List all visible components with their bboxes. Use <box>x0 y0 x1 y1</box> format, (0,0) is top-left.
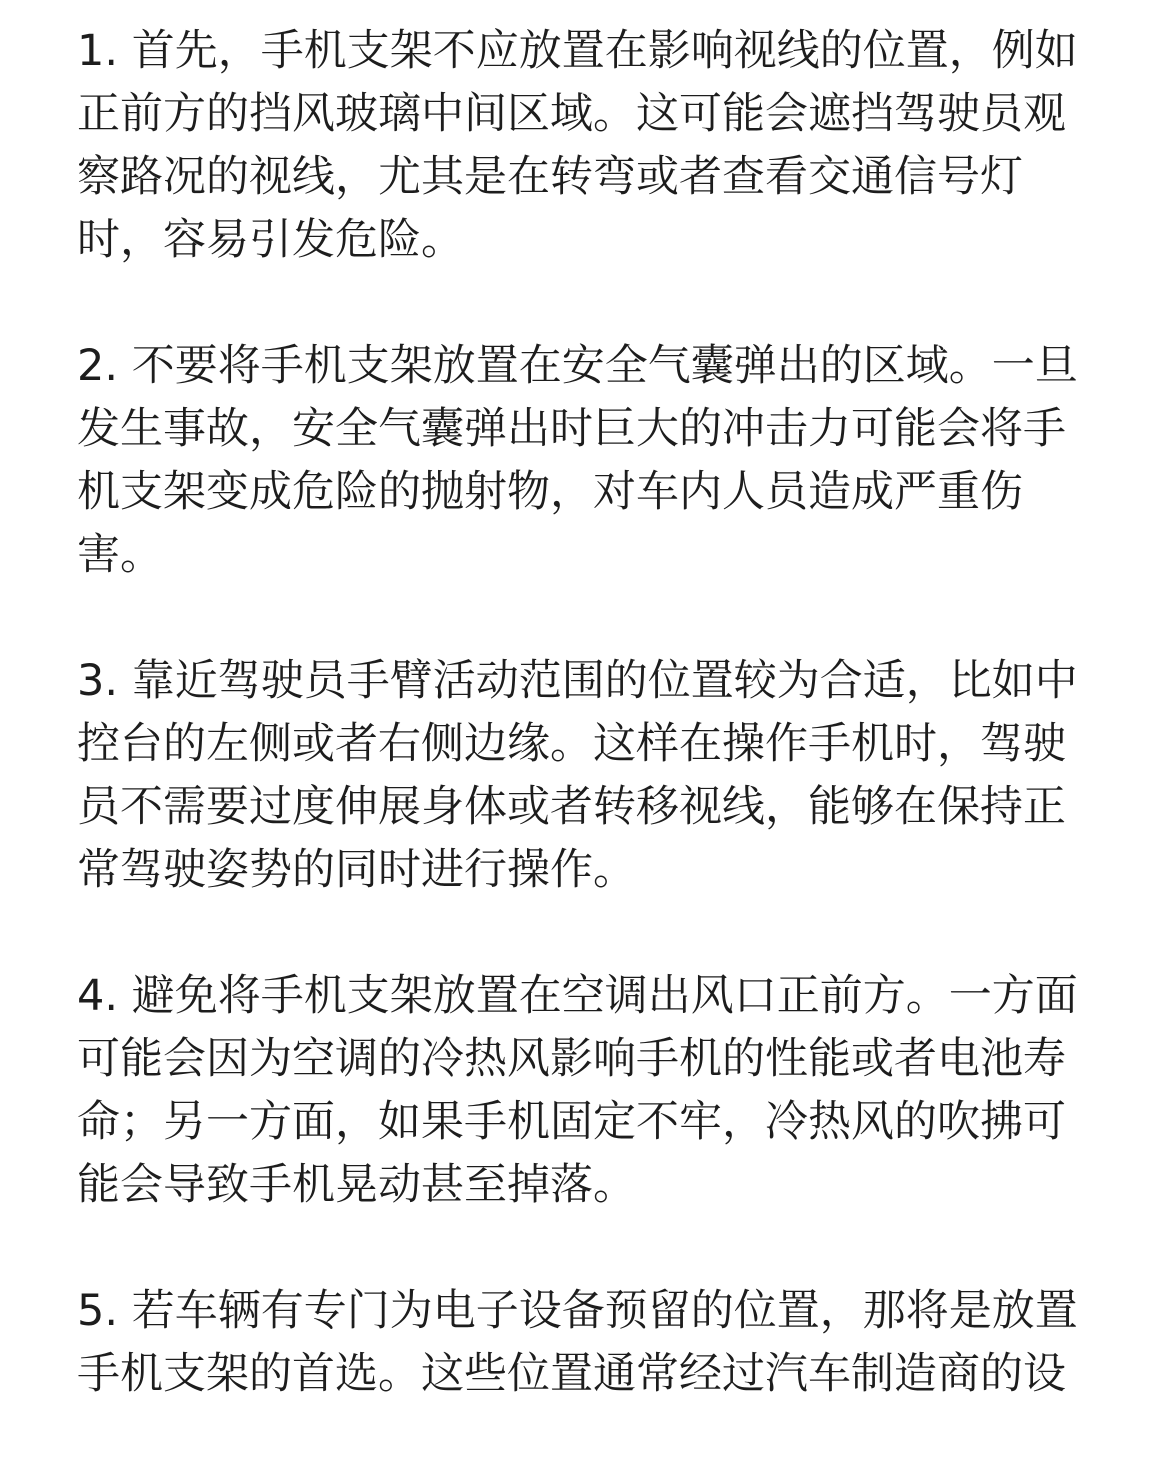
paragraph-line: 害。 <box>77 530 163 580</box>
paragraph-line: 可能会因为空调的冷热风影响手机的性能或者电池寿 <box>77 1034 1066 1084</box>
paragraph-1 <box>77 20 1087 272</box>
paragraph-2 <box>77 335 1087 587</box>
article-body <box>77 20 1087 1469</box>
paragraph-line: 4. 避免将手机支架放置在空调出风口正前方。一方面 <box>77 971 1078 1021</box>
paragraph-line: 时，容易引发危险。 <box>77 215 464 265</box>
paragraph-line: 员不需要过度伸展身体或者转移视线，能够在保持正 <box>77 782 1066 832</box>
paragraph-line: 控台的左侧或者右侧边缘。这样在操作手机时，驾驶 <box>77 719 1066 769</box>
paragraph-line: 命；另一方面，如果手机固定不牢，冷热风的吹拂可 <box>77 1097 1066 1147</box>
paragraph-line: 机支架变成危险的抛射物，对车内人员造成严重伤 <box>77 467 1023 517</box>
paragraph-line: 3. 靠近驾驶员手臂活动范围的位置较为合适，比如中 <box>77 656 1078 706</box>
paragraph-line: 察路况的视线，尤其是在转弯或者查看交通信号灯 <box>77 152 1023 202</box>
paragraph-line: 发生事故，安全气囊弹出时巨大的冲击力可能会将手 <box>77 404 1066 454</box>
paragraph-line: 能会导致手机晃动甚至掉落。 <box>77 1160 636 1210</box>
paragraph-line: 1. 首先，手机支架不应放置在影响视线的位置，例如 <box>77 26 1078 76</box>
paragraph-line: 5. 若车辆有专门为电子设备预留的位置，那将是放置 <box>77 1286 1078 1336</box>
paragraph-line: 手机支架的首选。这些位置通常经过汽车制造商的设 <box>77 1349 1066 1399</box>
paragraph-line: 2. 不要将手机支架放置在安全气囊弹出的区域。一旦 <box>77 341 1078 391</box>
paragraph-line: 正前方的挡风玻璃中间区域。这可能会遮挡驾驶员观 <box>77 89 1066 139</box>
paragraph-line: 常驾驶姿势的同时进行操作。 <box>77 845 636 895</box>
paragraph-5 <box>77 1280 1087 1406</box>
paragraph-4 <box>77 965 1087 1217</box>
paragraph-3 <box>77 650 1087 902</box>
